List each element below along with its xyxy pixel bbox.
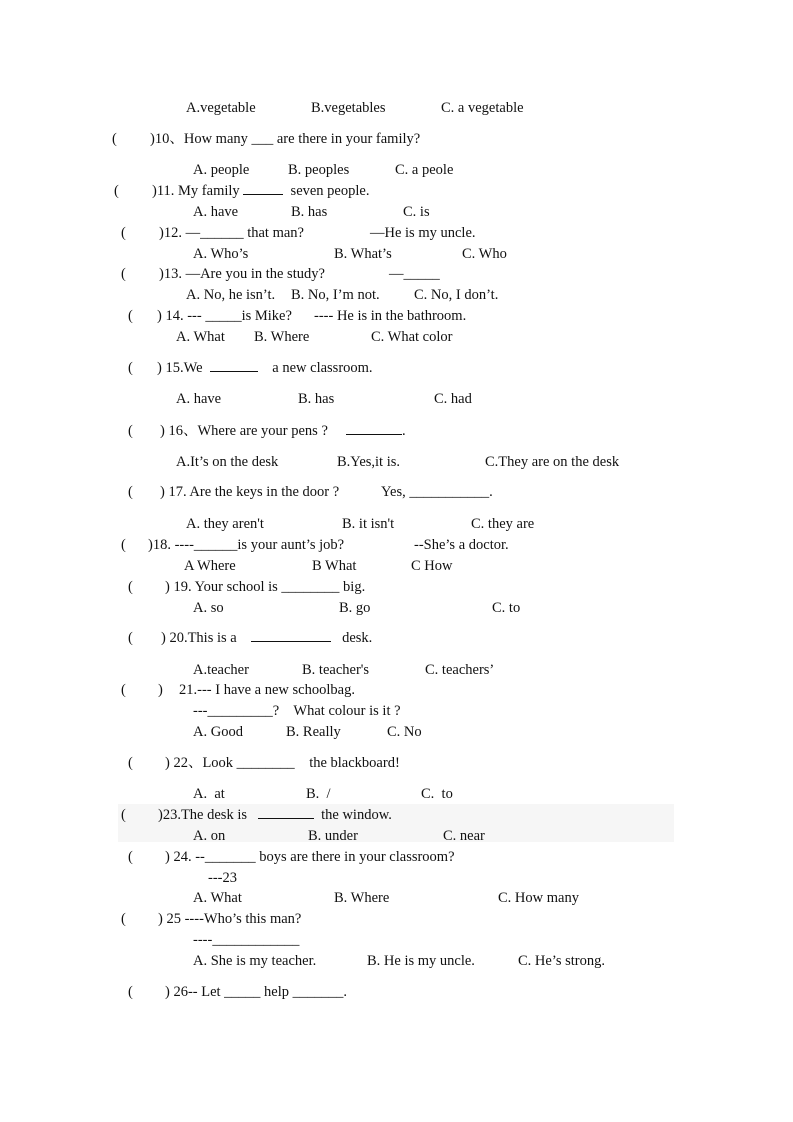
q11-option-b: B. has (291, 204, 328, 220)
q21-close-paren: ) (158, 682, 163, 698)
q18-option-c: C How (411, 558, 453, 574)
q11-option-a: A. have (193, 204, 239, 220)
q12-stem: )12. —______ that man? (159, 225, 304, 241)
q26-stem: ) 26-- Let _____ help _______. (165, 984, 348, 1000)
q14-option-b: B. Where (254, 329, 310, 345)
q24-answer-paren[interactable]: ( (128, 849, 133, 865)
q20-option-a: A.teacher (193, 662, 249, 678)
q23-stem: )23.The desk is the window. (158, 807, 392, 823)
q24-reply: ---23 (208, 870, 237, 886)
q20-answer-paren[interactable]: ( (128, 630, 133, 646)
q18-reply: --She’s a doctor. (414, 537, 509, 553)
q20-option-b: B. teacher's (302, 662, 370, 678)
q10-option-c: C. a peole (395, 162, 454, 178)
q9-option-c: C. a vegetable (441, 100, 524, 116)
q21-option-c: C. No (387, 724, 422, 740)
q11-option-c: C. is (403, 204, 430, 220)
q19-option-c: C. to (492, 600, 521, 616)
q17-option-b: B. it isn't (342, 516, 395, 532)
q18-stem: )18. ----______is your aunt’s job? (148, 537, 345, 553)
q21-answer-paren[interactable]: ( (121, 682, 126, 698)
q17-answer-paren[interactable]: ( (128, 484, 133, 500)
q18-option-b: B What (312, 558, 357, 574)
q13-option-c: C. No, I don’t. (414, 287, 499, 303)
q11-stem: )11. My family seven people. (152, 183, 370, 199)
q17-stem: ) 17. Are the keys in the door ? (160, 484, 340, 500)
q26-answer-paren[interactable]: ( (128, 984, 133, 1000)
q13-answer-paren[interactable]: ( (121, 266, 126, 282)
q24-stem: ) 24. --_______ boys are there in your classroom? (165, 849, 455, 865)
q16-option-a: A.It’s on the desk (176, 454, 279, 470)
q21-stem: 21.--- I have a new schoolbag. (179, 682, 355, 698)
q10-stem: )10、How many ___ are there in your family? (150, 131, 421, 147)
q9-option-a: A.vegetable (186, 100, 256, 116)
q25-reply: ----____________ (193, 932, 300, 948)
q20-option-c: C. teachers’ (425, 662, 495, 678)
q14-option-a: A. What (176, 329, 225, 345)
q16-option-b: B.Yes,it is. (337, 454, 400, 470)
q22-answer-paren[interactable]: ( (128, 755, 133, 771)
q25-option-a: A. She is my teacher. (193, 953, 317, 969)
q11-answer-paren[interactable]: ( (114, 183, 119, 199)
q24-option-b: B. Where (334, 890, 390, 906)
q25-answer-paren[interactable]: ( (121, 911, 126, 927)
q25-stem: ) 25 ----Who’s this man? (158, 911, 302, 927)
q9-option-b: B.vegetables (311, 100, 386, 116)
q19-option-a: A. so (193, 600, 224, 616)
q17-reply: Yes, ___________. (381, 484, 493, 500)
q22-option-a: A. at (193, 786, 225, 802)
q21-option-b: B. Really (286, 724, 341, 740)
q14-stem: ) 14. --- _____is Mike? (157, 308, 292, 324)
q15-answer-paren[interactable]: ( (128, 360, 133, 376)
q18-answer-paren[interactable]: ( (121, 537, 126, 553)
q23-answer-paren[interactable]: ( (121, 807, 126, 823)
q14-reply: ---- He is in the bathroom. (314, 308, 467, 324)
q13-stem: )13. —Are you in the study? (159, 266, 325, 282)
q18-option-a: A Where (184, 558, 236, 574)
q23-option-b: B. under (308, 828, 358, 844)
q14-answer-paren[interactable]: ( (128, 308, 133, 324)
q13-reply: —_____ (389, 266, 440, 282)
q12-option-b: B. What’s (334, 246, 392, 262)
q23-option-a: A. on (193, 828, 226, 844)
q19-answer-paren[interactable]: ( (128, 579, 133, 595)
q15-option-c: C. had (434, 391, 472, 407)
q13-option-b: B. No, I’m not. (291, 287, 380, 303)
q25-option-c: C. He’s strong. (518, 953, 605, 969)
q10-option-b: B. peoples (288, 162, 350, 178)
q16-stem: ) 16、Where are your pens ? . (160, 423, 406, 439)
q16-answer-paren[interactable]: ( (128, 423, 133, 439)
q10-option-a: A. people (193, 162, 250, 178)
q25-option-b: B. He is my uncle. (367, 953, 475, 969)
q17-option-c: C. they are (471, 516, 535, 532)
q17-option-a: A. they aren't (186, 516, 264, 532)
q12-answer-paren[interactable]: ( (121, 225, 126, 241)
q24-option-c: C. How many (498, 890, 579, 906)
q15-stem: ) 15.We a new classroom. (157, 360, 373, 376)
q15-option-b: B. has (298, 391, 335, 407)
q22-option-c: C. to (421, 786, 453, 802)
q10-answer-paren[interactable]: ( (112, 131, 117, 147)
q22-option-b: B. / (306, 786, 331, 802)
q23-option-c: C. near (443, 828, 485, 844)
q21-reply: ---_________? What colour is it ? (193, 703, 401, 719)
q12-option-c: C. Who (462, 246, 507, 262)
q24-option-a: A. What (193, 890, 242, 906)
q16-option-c: C.They are on the desk (485, 454, 620, 470)
q12-reply: —He is my uncle. (370, 225, 476, 241)
q20-stem: ) 20.This is a desk. (161, 630, 373, 646)
q19-stem: ) 19. Your school is ________ big. (165, 579, 366, 595)
q15-option-a: A. have (176, 391, 222, 407)
q21-option-a: A. Good (193, 724, 243, 740)
q13-option-a: A. No, he isn’t. (186, 287, 276, 303)
q22-stem: ) 22、Look ________ the blackboard! (165, 755, 400, 771)
q14-option-c: C. What color (371, 329, 453, 345)
q19-option-b: B. go (339, 600, 371, 616)
q12-option-a: A. Who’s (193, 246, 249, 262)
